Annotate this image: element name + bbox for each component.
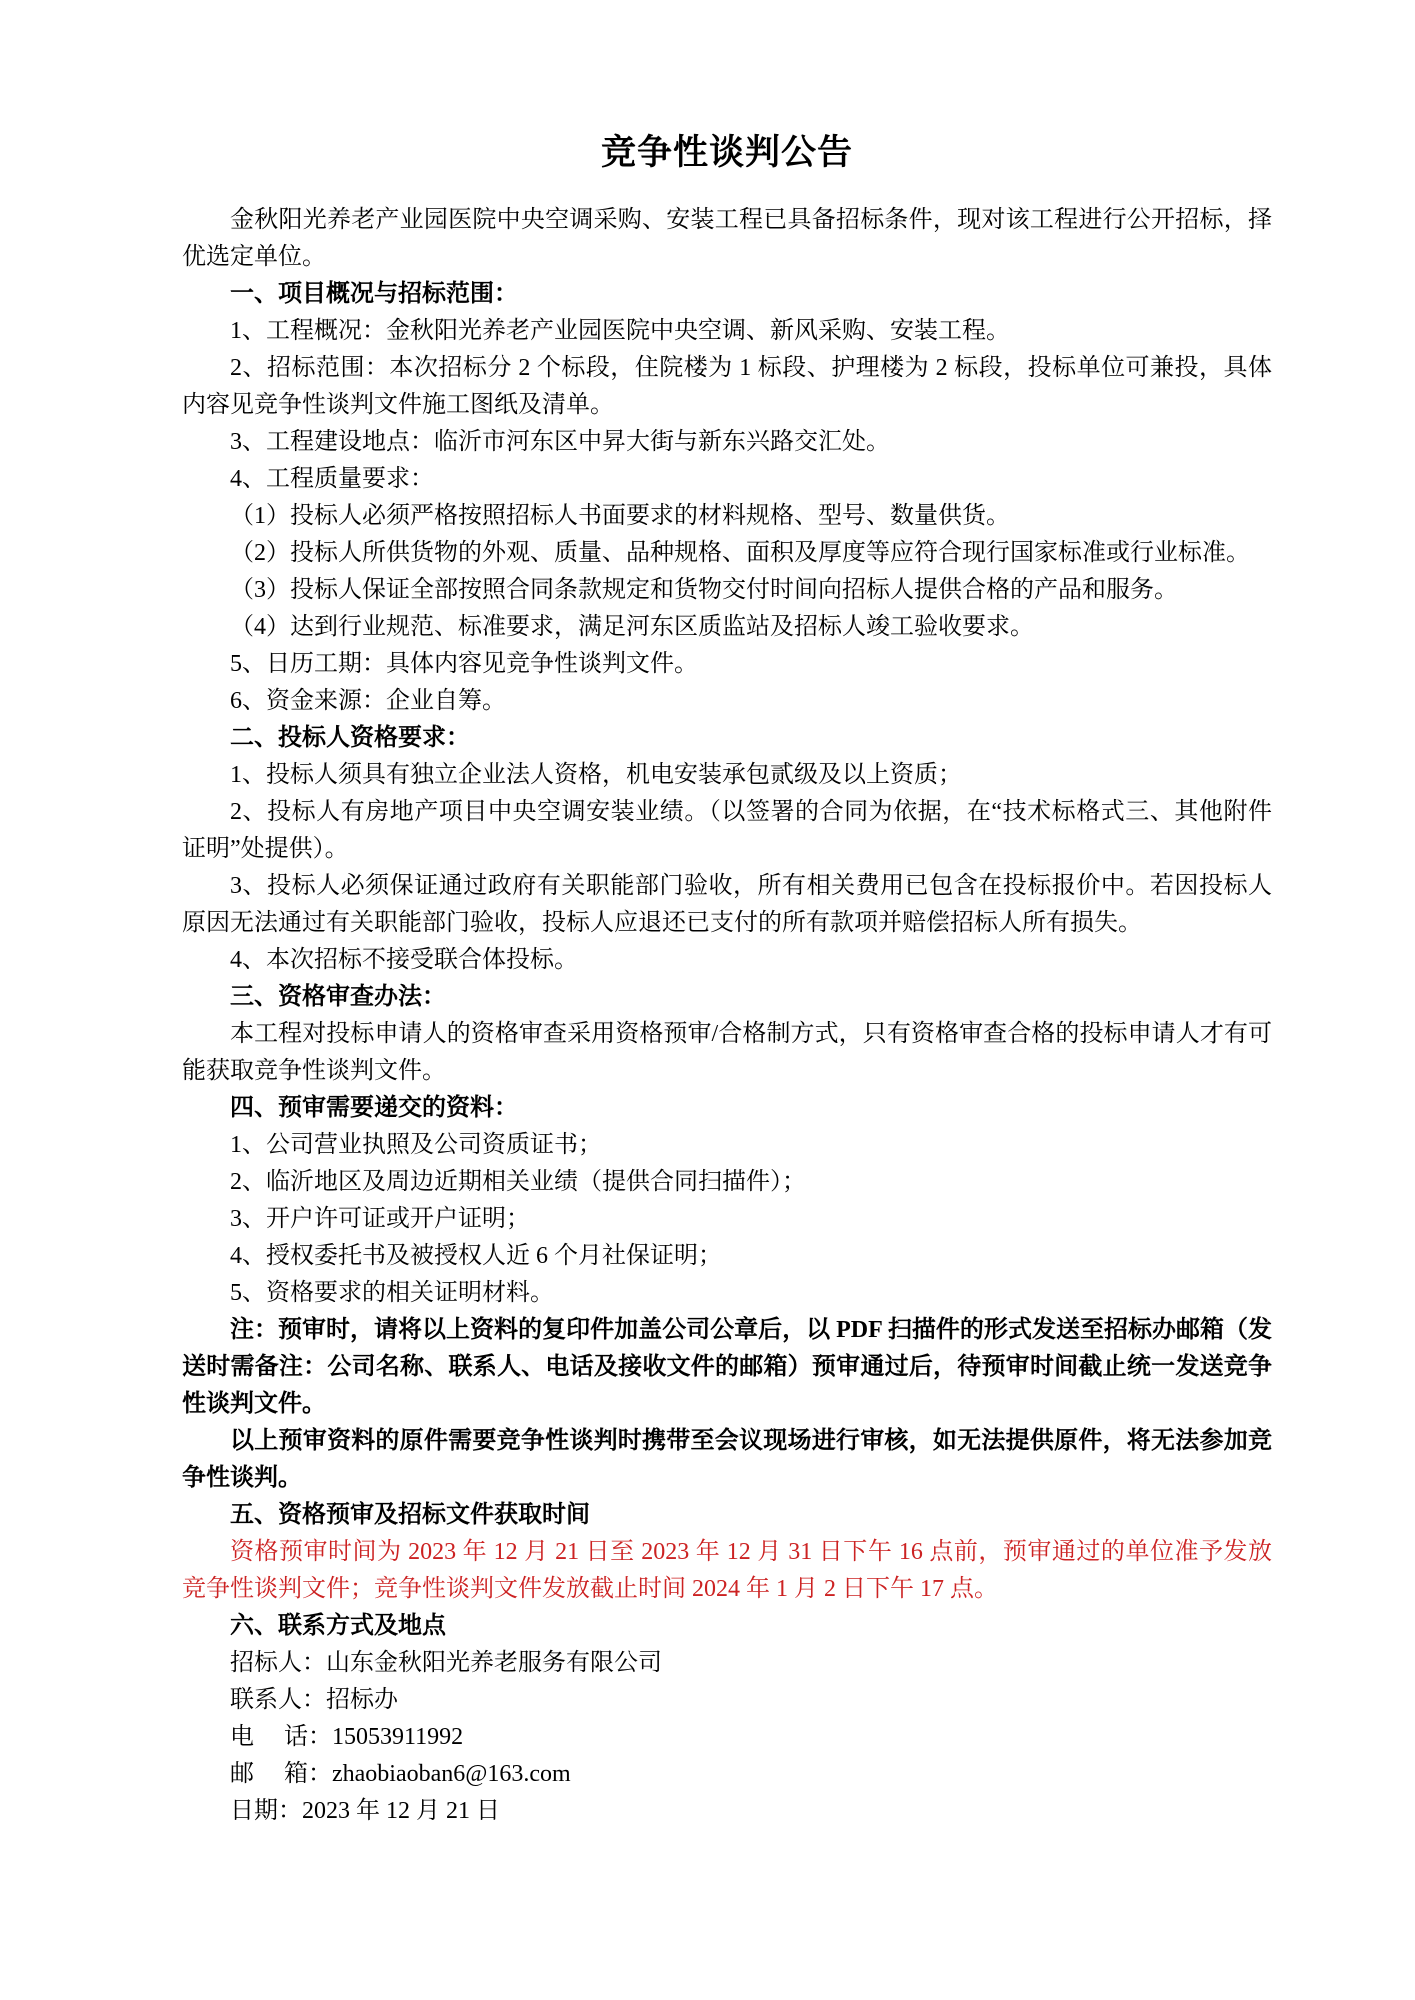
body-paragraph-funding: 6、资金来源：企业自筹。 [230,688,506,714]
body-paragraph-quality-item-1: （1）投标人必须严格按照招标人书面要求的材料规格、型号、数量供货。 [230,503,1010,529]
intro-paragraph: 金秋阳光养老产业园医院中央空调采购、安装工程已具备招标条件，现对该工程进行公开招标，择优选定单位。 [182,207,1272,270]
body-paragraph-material-1: 1、公司营业执照及公司资质证书； [230,1132,602,1158]
body-paragraph-schedule: 5、日历工期：具体内容见竞争性谈判文件。 [230,651,698,677]
body-paragraph-qualification-2: 2、投标人有房地产项目中央空调安装业绩。（以签署的合同为依据，在“技术标格式三、其他附件证明”处提供）。 [182,799,1272,862]
body-paragraph-location: 3、工程建设地点：临沂市河东区中昇大街与新东兴路交汇处。 [230,429,890,455]
body-paragraph-material-3: 3、开户许可证或开户证明； [230,1206,530,1232]
body-paragraph-material-2: 2、临沂地区及周边近期相关业绩（提供合同扫描件）； [230,1169,806,1195]
heading-project-overview: 一、项目概况与招标范围： [230,281,518,307]
body-paragraph-review-method: 本工程对投标申请人的资格审查采用资格预审/合格制方式，只有资格审查合格的投标申请人才有可能获取竞争性谈判文件。 [182,1021,1272,1084]
contact-phone-line: 电 话：15053911992 [230,1724,464,1750]
body-paragraph-qualification-1: 1、投标人须具有独立企业法人资格，机电安装承包贰级及以上资质； [230,762,962,788]
document-content [182,122,1272,1830]
page-title: 竞争性谈判公告 [600,133,853,172]
body-paragraph-qualification-4: 4、本次招标不接受联合体投标。 [230,947,578,973]
contact-bidder-line: 招标人：山东金秋阳光养老服务有限公司 [230,1650,662,1676]
contact-person-line: 联系人：招标办 [230,1687,398,1713]
heading-qualification-review: 三、资格审查办法： [230,984,446,1010]
body-paragraph-material-4: 4、授权委托书及被授权人近 6 个月社保证明； [230,1243,722,1269]
body-paragraph-material-5: 5、资格要求的相关证明材料。 [230,1280,554,1306]
contact-email-line: 邮 箱：zhaobiaoban6@163.com [230,1761,571,1787]
date-line: 日期：2023 年 12 月 21 日 [230,1798,500,1824]
body-paragraph-qualification-3: 3、投标人必须保证通过政府有关职能部门验收，所有相关费用已包含在投标报价中。若因投标人原因无法通过有关职能部门验收，投标人应退还已支付的所有款项并赔偿招标人所有损失。 [182,873,1272,936]
prequalification-deadline-red-text: 资格预审时间为 2023 年 12 月 21 日至 2023 年 12 月 31 日下午 16 点前，预审通过的单位准予发放竞争性谈判文件；竞争性谈判文件发放截止时间 2024 年 1 月 2 日下午 17 点。 [182,1539,1272,1602]
heading-document-acquisition-time: 五、资格预审及招标文件获取时间 [230,1502,590,1528]
note-paragraph-originals: 以上预审资料的原件需要竞争性谈判时携带至会议现场进行审核，如无法提供原件，将无法参加竞争性谈判。 [182,1428,1272,1491]
body-paragraph-quality-requirements: 4、工程质量要求： [230,466,434,492]
note-paragraph-submission: 注：预审时，请将以上资料的复印件加盖公司公章后，以 PDF 扫描件的形式发送至招标办邮箱（发送时需备注：公司名称、联系人、电话及接收文件的邮箱）预审通过后，待预审时间截止统一发送竞争性谈判文件。 [182,1317,1272,1417]
heading-prequalification-materials: 四、预审需要递交的资料： [230,1095,518,1121]
body-paragraph-quality-item-4: （4）达到行业规范、标准要求，满足河东区质监站及招标人竣工验收要求。 [230,614,1034,640]
heading-bidder-qualifications: 二、投标人资格要求： [230,725,470,751]
body-paragraph-quality-item-2: （2）投标人所供货物的外观、质量、品种规格、面积及厚度等应符合现行国家标准或行业标准。 [230,540,1250,566]
body-paragraph-bid-scope: 2、招标范围：本次招标分 2 个标段，住院楼为 1 标段、护理楼为 2 标段，投标单位可兼投，具体内容见竞争性谈判文件施工图纸及清单。 [182,355,1272,418]
heading-contact-info: 六、联系方式及地点 [230,1613,446,1639]
body-paragraph-quality-item-3: （3）投标人保证全部按照合同条款规定和货物交付时间向招标人提供合格的产品和服务。 [230,577,1178,603]
body-paragraph-project-summary: 1、工程概况：金秋阳光养老产业园医院中央空调、新风采购、安装工程。 [230,318,1010,344]
